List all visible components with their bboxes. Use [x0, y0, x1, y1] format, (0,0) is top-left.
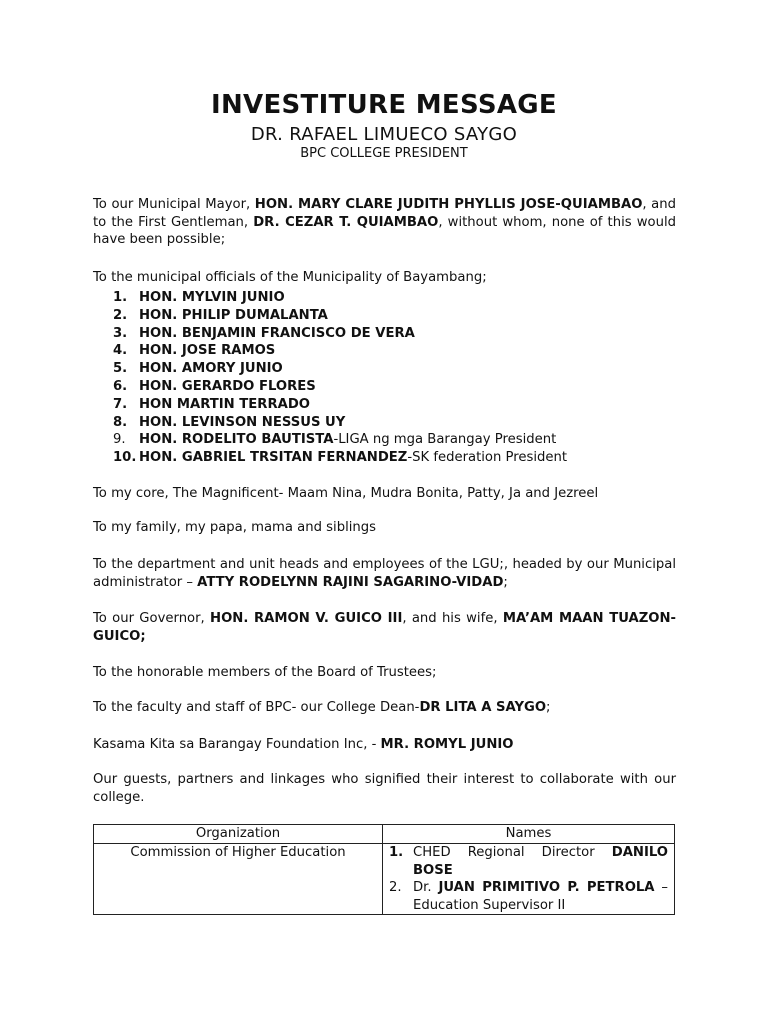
list-number: 5. — [113, 361, 128, 377]
paragraph-faculty: To the faculty and staff of BPC- our College Dean-DR LITA A SAYGO; — [93, 700, 551, 715]
list-number: 6. — [113, 378, 128, 394]
paragraph-governor: To our Governor, HON. RAMON V. GUICO III, and his wife, MA’AM MAAN TUAZON-GUICO; — [93, 611, 677, 644]
official-name: HON. MYLVIN JUNIO — [139, 290, 285, 305]
official-list-item — [113, 396, 673, 414]
official-role: -SK federation President — [407, 450, 568, 466]
list-number: 2. — [389, 880, 402, 895]
official-list-item — [113, 325, 673, 343]
official-list-item — [113, 414, 673, 432]
name-suffix: – Education Supervisor II — [413, 880, 668, 913]
column-header-organization: Organization — [94, 825, 383, 844]
name-prefix: CHED Regional Director — [413, 845, 612, 860]
person-name: DANILO BOSE — [413, 845, 668, 878]
official-list-item — [113, 449, 673, 467]
list-number: 8. — [113, 414, 128, 430]
table-row — [94, 844, 675, 915]
paragraph-lgu: To the department and unit heads and employees of the LGU;, headed by our Municipal administrator – ATTY RODELYNN RAJINI SAGARINO-VIDAD; — [93, 557, 676, 590]
list-number: 2. — [113, 307, 128, 323]
official-name: HON. GERARDO FLORES — [139, 378, 316, 394]
list-number: 1. — [113, 290, 128, 305]
list-number: 9. — [113, 432, 126, 448]
paragraph-foundation: Kasama Kita sa Barangay Foundation Inc, - MR. ROMYL JUNIO — [93, 737, 514, 752]
list-number: 10. — [113, 450, 137, 466]
name-prefix: Dr. — [413, 880, 439, 895]
official-name: HON. AMORY JUNIO — [139, 361, 283, 377]
list-number: 7. — [113, 396, 128, 412]
officials-list — [113, 289, 673, 467]
paragraph-board: To the honorable members of the Board of Trustees; — [93, 665, 437, 680]
official-list-item — [113, 289, 673, 307]
organization-cell: Commission of Higher Education — [94, 844, 383, 915]
paragraph-mayor: To our Municipal Mayor, HON. MARY CLARE JUDITH PHYLLIS JOSE-QUIAMBAO, and to the First Gentleman, DR. CEZAR T. QUIAMBAO, without whom, none of this would have been possible; — [93, 197, 676, 247]
names-cell — [383, 844, 675, 915]
speaker-position: BPC COLLEGE PRESIDENT — [300, 146, 468, 161]
names-list — [389, 844, 668, 914]
official-list-item — [113, 431, 673, 449]
person-name: JUAN PRIMITIVO P. PETROLA — [438, 880, 655, 895]
list-number: 3. — [113, 325, 128, 341]
document-title: INVESTITURE MESSAGE — [211, 90, 557, 120]
list-item — [389, 879, 668, 914]
list-number: 1. — [389, 845, 404, 860]
official-name: HON. GABRIEL TRSITAN FERNANDEZ — [139, 450, 408, 466]
official-name: HON MARTIN TERRADO — [139, 396, 310, 412]
official-list-item — [113, 378, 673, 396]
official-name: HON. LEVINSON NESSUS UY — [139, 414, 346, 430]
list-number: 4. — [113, 343, 128, 359]
official-name: HON. BENJAMIN FRANCISCO DE VERA — [139, 325, 415, 341]
paragraph-guests: Our guests, partners and linkages who signified their interest to collaborate with our college. — [93, 772, 676, 805]
official-list-item — [113, 360, 673, 378]
paragraph-core: To my core, The Magnificent- Maam Nina, Mudra Bonita, Patty, Ja and Jezreel — [93, 486, 599, 501]
official-list-item — [113, 307, 673, 325]
speaker-name: DR. RAFAEL LIMUECO SAYGO — [250, 124, 518, 145]
name-text — [413, 844, 668, 879]
official-name: HON. JOSE RAMOS — [139, 343, 276, 359]
official-name: HON. PHILIP DUMALANTA — [139, 307, 328, 323]
table-header-row — [94, 825, 675, 844]
paragraph-family: To my family, my papa, mama and siblings — [93, 520, 377, 535]
official-list-item — [113, 342, 673, 360]
paragraph-officials-intro: To the municipal officials of the Municipality of Bayambang; — [93, 270, 487, 285]
organizations-table — [93, 824, 675, 915]
official-name: HON. RODELITO BAUTISTA — [139, 432, 334, 448]
list-item — [389, 844, 668, 879]
name-text — [413, 879, 668, 914]
official-role: -LIGA ng mga Barangay President — [333, 432, 557, 448]
column-header-names: Names — [383, 825, 675, 844]
